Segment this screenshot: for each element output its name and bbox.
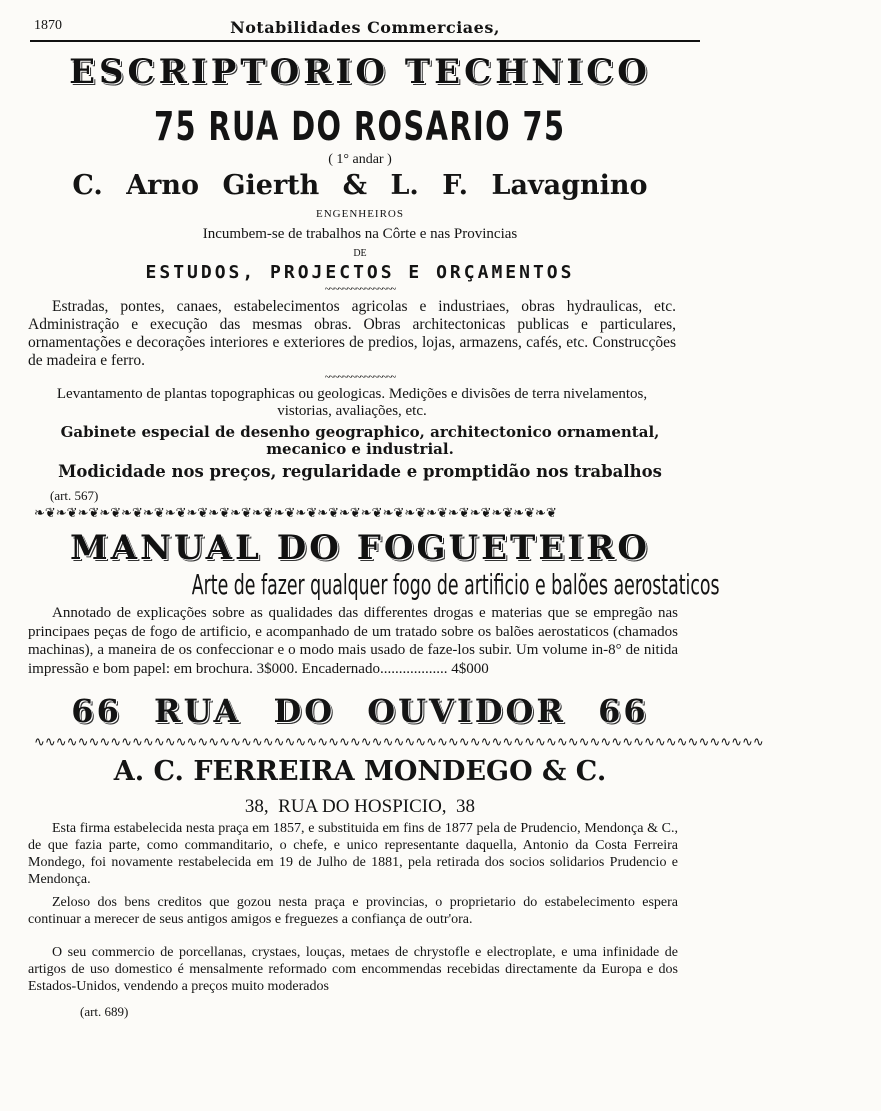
page-number: 1870 <box>34 18 62 33</box>
wave-divider: ∿∿∿∿∿∿∿∿∿∿∿∿∿∿∿∿∿∿∿∿∿∿∿∿∿∿∿∿∿∿∿∿∿∿∿∿∿∿∿∿∿∿∿∿∿∿∿∿∿∿∿∿∿∿∿∿∿∿∿∿∿∿∿∿∿∿∿ <box>34 735 764 750</box>
ad1-cabinet: Gabinete especial de desenho geographico, architectonico ornamental, mecanico e industrial. <box>60 423 660 458</box>
ad3-paragraph1: Esta firma estabelecida nesta praça em 1857, e substituida em fins de 1877 pela de Prudencio, Mendonça & C., de que fazia parte, como commanditario, o chefe, e unico representante daquella, Antonio da Costa Ferreira Mondego, foi novamente restabelecida em 19 de Julho de 1881, pela retirada dos socios solidarios Prudencio e Mendonça. <box>28 821 678 887</box>
ad1-names: C. Arno Gierth & L. F. Lavagnino <box>72 170 648 201</box>
ad2-address: 66 RUA DO OUVIDOR 66 <box>71 692 649 730</box>
ad2-subtitle: Arte de fazer qualquer fogo de artificio e balões aerostaticos <box>191 568 720 601</box>
ad1-address-wrap <box>30 104 690 150</box>
ad2-text: Annotado de explicações sobre as qualidades das differentes drogas e materias que se empregão nas principaes peças de fogo de artificio, e acompanhado de um tratado sobre os balões aerostaticos (chamados machinas), a maneira de os confeccionar e o modo mais usado de faze-los subir. Um volume in-8° de nitida impressão e bom papel: em brochura. 3$000. Encadernado.................. 4$000 <box>28 605 678 677</box>
ad2-subtitle-wrap <box>30 568 720 601</box>
ad1-ref: (art. 567) <box>50 488 99 503</box>
ad1-tagline: Modicidade nos preços, regularidade e promptidão nos trabalhos <box>58 462 662 481</box>
ad3-title: A. C. FERREIRA MONDEGO & C. <box>113 756 607 787</box>
ad1-profession: ENGENHEIROS <box>316 208 404 220</box>
ad1-paragraph2: Levantamento de plantas topographicas ou geologicas. Medições e divisões de terra nivelamentos, vistorias, avaliações, etc. <box>56 386 648 419</box>
ad1-services: ESTUDOS, PROJECTOS E ORÇAMENTOS <box>145 262 575 283</box>
ad3-address: 38, RUA DO HOSPICIO, 38 <box>244 796 476 817</box>
ad3-ref: (art. 689) <box>80 1004 129 1019</box>
ad1-address: 75 RUA DO ROSARIO 75 <box>154 104 566 150</box>
page-header <box>30 18 700 40</box>
ad1-tilde-rule-1: ~~~~~~~~~~~~~~~~ <box>324 284 396 295</box>
ad1-offer: Incumbem-se de trabalhos na Côrte e nas Provincias <box>202 226 518 242</box>
ad1-title: ESCRIPTORIO TECHNICO <box>69 52 651 92</box>
running-title: Notabilidades Commerciaes, <box>230 18 500 37</box>
ad2-title-wrap <box>30 528 690 568</box>
ad1-floor: ( 1° andar ) <box>328 152 392 167</box>
header-rule <box>30 40 700 42</box>
ad3-paragraph3: O seu commercio de porcellanas, crystaes, louças, metaes de chrystofle e electroplate, e uma infinidade de artigos de uso domestico é mensalmente reformado com encommendas recebidas directamente da Europa e dos Estados-Unidos, vendendo a preços muito moderados <box>28 945 678 994</box>
ad1-de: DE <box>353 248 367 259</box>
ad2-title: MANUAL DO FOGUETEIRO <box>69 528 651 568</box>
ad1-tilde-rule-2: ~~~~~~~~~~~~~~~~ <box>324 372 396 383</box>
ad3-paragraph2: Zeloso dos bens creditos que gozou nesta praça e provincias, o proprietario do estabelecimento espera continuar a merecer de seus antigos amigos e freguezes a confiança de outr'ora. <box>28 895 678 927</box>
swirl-divider: ❧❦❧❦❧❦❧❦❧❦❧❦❧❦❧❦❧❦❧❦❧❦❧❦❧❦❧❦❧❦❧❦❧❦❧❦❧❦❧❦❧❦❧❦❧❦❧❦ <box>34 506 557 521</box>
ad1-paragraph1: Estradas, pontes, canaes, estabelecimentos agricolas e industriaes, obras hydraulicas, etc. Administração e execução das mesmas obras. Obras architectonicas publicas e particulares, ornamentações e decorações interiores e exteriores de predios, lojas, armazens, cafés, etc. Construcções de madeira e ferro. <box>28 298 676 369</box>
ad1-title-wrap <box>30 52 690 92</box>
